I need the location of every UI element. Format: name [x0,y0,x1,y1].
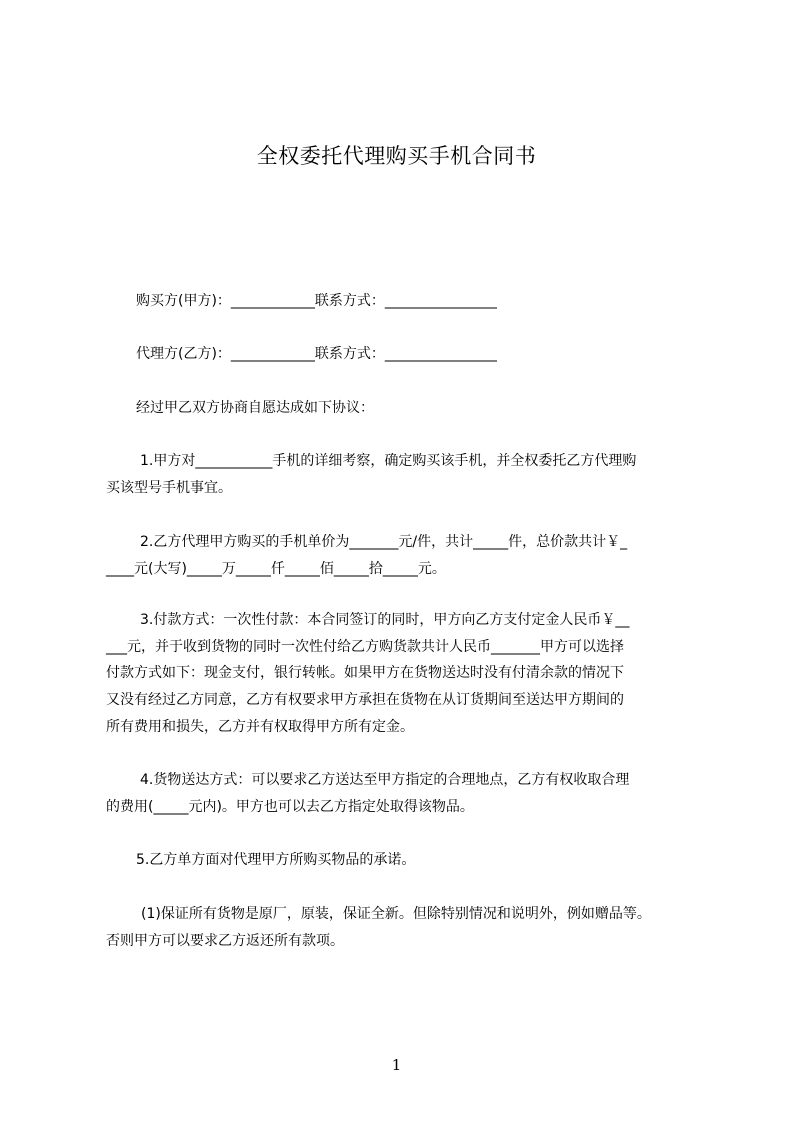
clause-3-line-4: 又没有经过乙方同意，乙方有权要求甲方承担在货物在从订货期间至送达甲方期间的 [106,692,624,708]
item-1-line-2: 否则甲方可以要求乙方返还所有款项。 [106,933,344,949]
document-title: 全权委托代理购买手机合同书 [256,144,537,168]
clause-3-line-3: 付款方式如下：现金支付，银行转帐。如果甲方在货物送达时没有付清余款的情况下 [106,665,624,681]
party-a-line: 购买方(甲方)：____________联系方式：________________ [136,293,497,309]
clause-2-line-2: ____元(大写)_____万_____仟_____佰_____拾_____元。 [106,561,446,577]
clause-5-line-1: 5.乙方单方面对代理甲方所购买物品的承诺。 [136,852,416,868]
clause-3-line-1: 3.付款方式：一次性付款：本合同签订的同时，甲方向乙方支付定金人民币￥__ [140,612,630,628]
clause-3-line-2: ___元，并于收到货物的同时一次性付给乙方购货款共计人民币_______甲方可以选择 [106,639,624,655]
clause-4-line-2: 的费用(_____元内)。甲方也可以去乙方指定处取得该物品。 [106,799,474,815]
clause-1-line-2: 买该型号手机事宜。 [106,480,232,496]
clause-3-line-5: 所有费用和损失，乙方并有权取得甲方所有定金。 [106,719,414,735]
agreement-intro: 经过甲乙双方协商自愿达成如下协议： [136,400,374,416]
item-1-line-1: (1)保证所有货物是原厂，原装，保证全新。但除特别情况和说明外，例如赠品等。 [141,906,651,922]
clause-2-line-1: 2.乙方代理甲方购买的手机单价为_______元/件，共计_____件，总价款共计￥_ [140,534,628,550]
page-number: 1 [391,1056,402,1074]
party-b-line: 代理方(乙方)：____________联系方式：________________ [136,346,497,362]
clause-1-line-1: 1.甲方对___________手机的详细考察，确定购买该手机，并全权委托乙方代理购 [140,453,637,469]
clause-4-line-1: 4.货物送达方式：可以要求乙方送达至甲方指定的合理地点，乙方有权收取合理 [140,772,630,788]
